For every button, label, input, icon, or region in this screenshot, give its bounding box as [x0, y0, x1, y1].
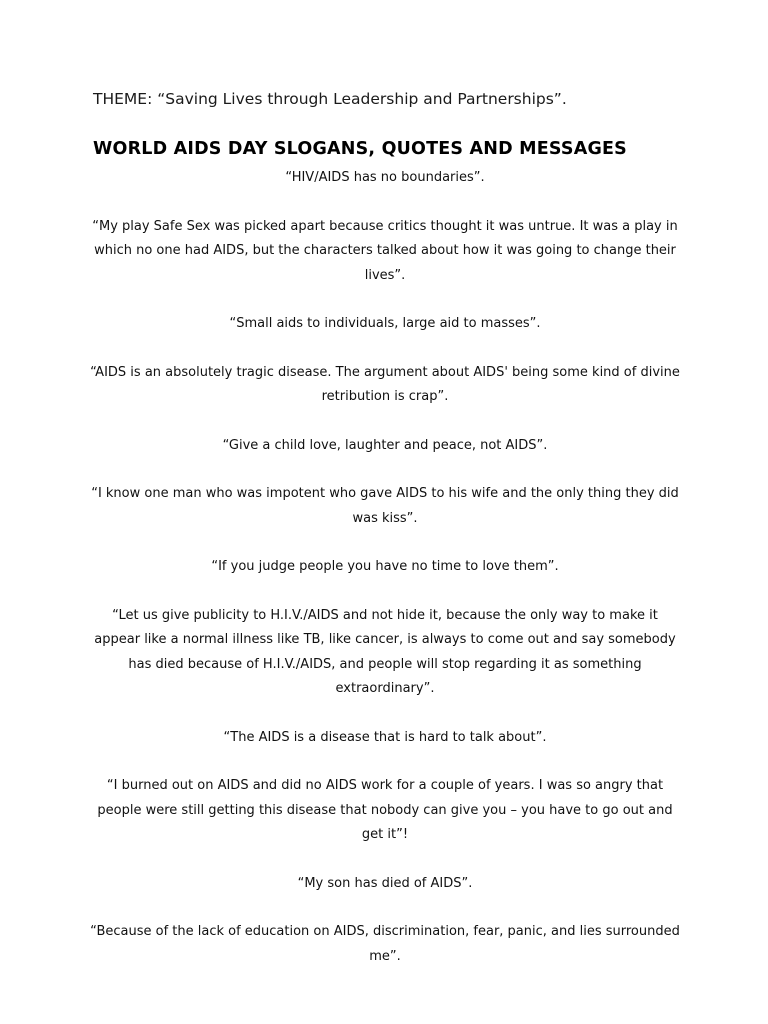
theme-line: THEME: “Saving Lives through Leadership and Partnerships”.	[93, 90, 567, 108]
quote-paragraph: “I burned out on AIDS and did no AIDS work for a couple of years. I was so angry that people were still getting this disease that nobody can give you – you have to go out and get it”!	[97, 778, 673, 842]
quote-list	[90, 166, 680, 993]
quote-paragraph: “I know one man who was impotent who gave AIDS to his wife and the only thing they did was kiss”.	[91, 486, 679, 526]
quote-paragraph: “The AIDS is a disease that is hard to talk about”.	[223, 729, 547, 745]
quote-paragraph: “Small aids to individuals, large aid to masses”.	[229, 316, 541, 331]
quote-paragraph: “Let us give publicity to H.I.V./AIDS and not hide it, because the only way to make it appear like a normal illness like TB, like cancer, is always to come out and say somebody has died because of H.I.V./AIDS, and people will stop regarding it as something extraordinary”.	[94, 607, 676, 696]
quote-paragraph: “My son has died of AIDS”.	[297, 875, 473, 891]
quote-paragraph: “HIV/AIDS has no boundaries”.	[285, 170, 485, 185]
page-title: WORLD AIDS DAY SLOGANS, QUOTES AND MESSAGES	[93, 139, 627, 159]
quote-paragraph: “Give a child love, laughter and peace, not AIDS”.	[222, 437, 548, 453]
quote-paragraph: “If you judge people you have no time to love them”.	[211, 559, 559, 574]
quote-paragraph: “My play Safe Sex was picked apart because critics thought it was untrue. It was a play in which no one had AIDS, but the characters talked about how it was going to change their lives”.	[92, 218, 678, 283]
quote-paragraph: “AIDS is an absolutely tragic disease. The argument about AIDS' being some kind of divine retribution is crap”.	[90, 364, 680, 404]
quote-paragraph: “Because of the lack of education on AIDS, discrimination, fear, panic, and lies surrounded me”.	[90, 924, 680, 964]
